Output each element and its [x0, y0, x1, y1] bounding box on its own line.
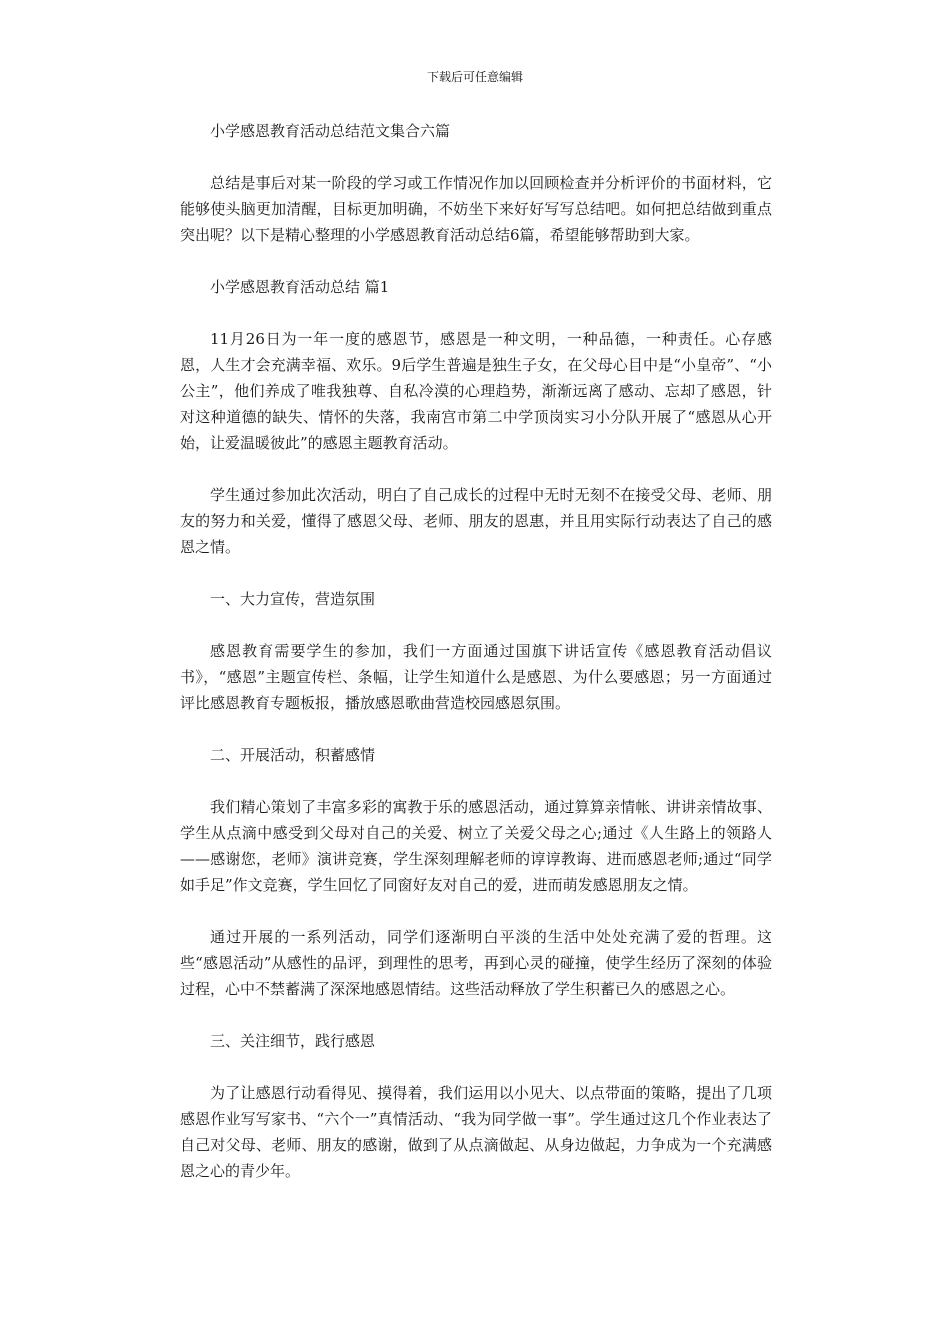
paragraph-4: 我们精心策划了丰富多彩的寓教于乐的感恩活动，通过算算亲情帐、讲讲亲情故事、学生从点滴中感受到父母对自己的关爱、树立了关爱父母之心;通过《人生路上的领路人——感谢您，老师》演讲竞赛，学生深刻理解老师的谆谆教诲、进而感恩老师;通过“同学如手足”作文竞赛，学生回忆了同窗好友对自己的爱，进而萌发感恩朋友之情。 [180, 798, 772, 894]
document-title: 小学感恩教育活动总结范文集合六篇 [210, 122, 451, 140]
header-note: 下载后可任意编辑 [426, 70, 523, 84]
section-title: 小学感恩教育活动总结 篇1 [210, 278, 390, 296]
subheading-1: 一、大力宣传，营造氛围 [210, 590, 376, 608]
paragraph-1: 11月26日为一年一度的感恩节，感恩是一种文明，一种品德，一种责任。心存感恩，人生才会充满幸福、欢乐。9后学生普遍是独生子女，在父母心目中是“小皇帝”、“小公主”，他们养成了唯我独尊、自私冷漠的心理趋势，渐渐远离了感动、忘却了感恩，针对这种道德的缺失、情怀的失落，我南宫市第二中学顶岗实习小分队开展了“感恩从心开始，让爱温暖彼此”的感恩主题教育活动。 [180, 330, 772, 452]
intro-paragraph: 总结是事后对某一阶段的学习或工作情况作加以回顾检查并分析评价的书面材料，它能够使头脑更加清醒，目标更加明确，不妨坐下来好好写写总结吧。如何把总结做到重点突出呢？以下是精心整理的小学感恩教育活动总结6篇，希望能够帮助到大家。 [180, 174, 772, 244]
paragraph-6: 为了让感恩行动看得见、摸得着，我们运用以小见大、以点带面的策略，提出了几项感恩作业写写家书、“六个一”真情活动、“我为同学做一事”。学生通过这几个作业表达了自己对父母、老师、朋友的感谢，做到了从点滴做起、从身边做起，力争成为一个充满感恩之心的青少年。 [180, 1084, 772, 1180]
paragraph-2: 学生通过参加此次活动，明白了自己成长的过程中无时无刻不在接受父母、老师、朋友的努力和关爱，懂得了感恩父母、老师、朋友的恩惠，并且用实际行动表达了自己的感恩之情。 [180, 486, 772, 556]
document-body [180, 118, 772, 1210]
paragraph-3: 感恩教育需要学生的参加，我们一方面通过国旗下讲话宣传《感恩教育活动倡议书》，“感恩”主题宣传栏、条幅，让学生知道什么是感恩、为什么要感恩；另一方面通过评比感恩教育专题板报，播放感恩歌曲营造校园感恩氛围。 [180, 642, 772, 712]
subheading-2: 二、开展活动，积蓄感情 [210, 746, 376, 764]
paragraph-5: 通过开展的一系列活动，同学们逐渐明白平淡的生活中处处充满了爱的哲理。这些“感恩活动”从感性的品评，到理性的思考，再到心灵的碰撞，使学生经历了深刻的体验过程，心中不禁蓄满了深深地感恩情结。这些活动释放了学生积蓄已久的感恩之心。 [180, 928, 772, 998]
subheading-3: 三、关注细节，践行感恩 [210, 1032, 376, 1050]
